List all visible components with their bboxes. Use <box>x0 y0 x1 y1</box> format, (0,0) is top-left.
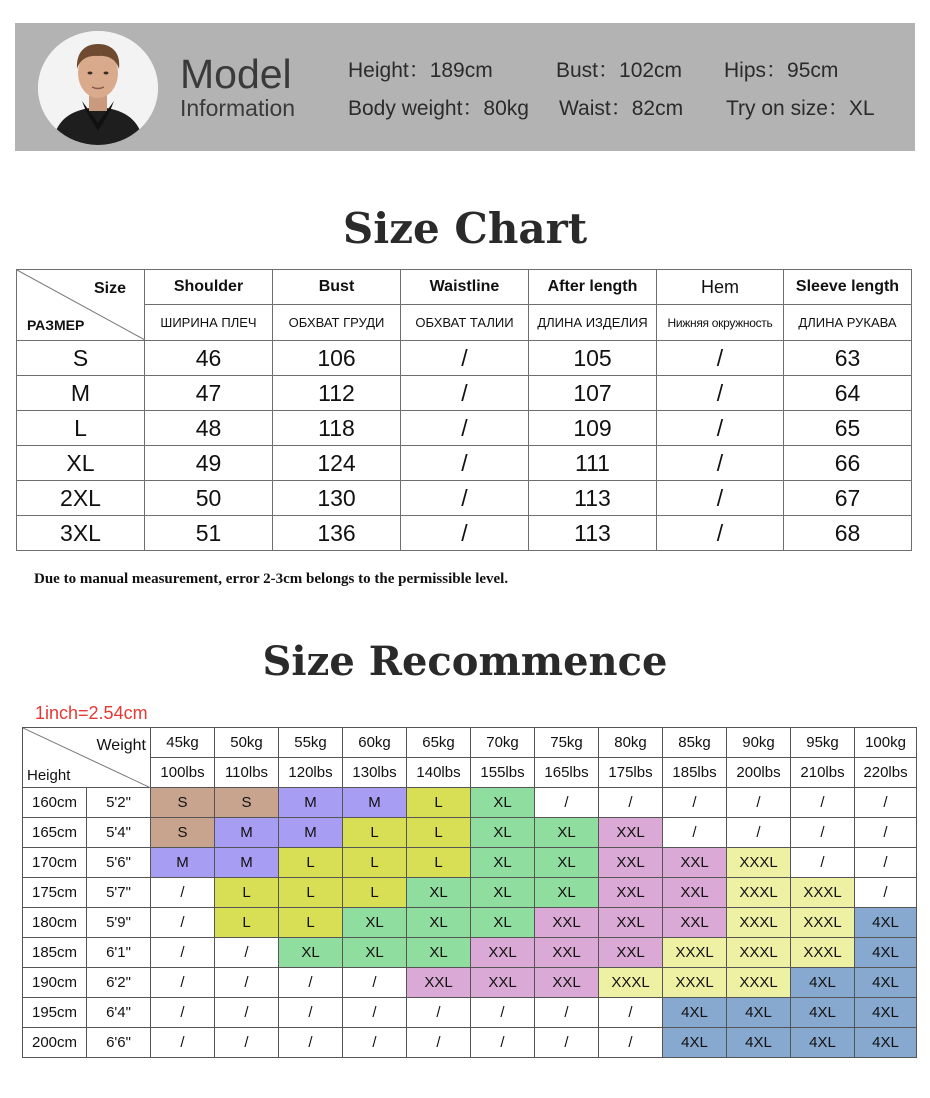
height-cm-cell: 175cm <box>23 878 87 908</box>
size-chart-subheader-row <box>17 305 912 341</box>
size-chart-row <box>17 516 912 551</box>
recommended-size-cell: / <box>535 1028 599 1058</box>
size-chart-value-cell: 50 <box>145 481 273 516</box>
size-chart-heading: Size Chart <box>342 204 588 253</box>
recommended-size-cell: M <box>215 848 279 878</box>
recommended-size-cell: / <box>407 998 471 1028</box>
size-chart-value-cell: 105 <box>529 341 657 376</box>
height-cm-cell: 195cm <box>23 998 87 1028</box>
col-bust: Bust <box>273 270 401 305</box>
recommended-size-cell: L <box>343 878 407 908</box>
height-row <box>23 848 917 878</box>
size-chart-size-cell: S <box>17 341 145 376</box>
col-sleeve-length: Sleeve length <box>784 270 912 305</box>
recommended-size-cell: / <box>151 908 215 938</box>
recommended-size-cell: M <box>215 818 279 848</box>
size-chart-value-cell: / <box>657 516 784 551</box>
height-cm-cell: 165cm <box>23 818 87 848</box>
height-cm-cell: 190cm <box>23 968 87 998</box>
recommended-size-cell: XXXL <box>727 908 791 938</box>
recommended-size-cell: S <box>151 818 215 848</box>
recommended-size-cell: / <box>599 998 663 1028</box>
recommended-size-cell: XL <box>343 908 407 938</box>
recommended-size-cell: / <box>343 968 407 998</box>
col-waistline-ru: ОБХВАТ ТАЛИИ <box>401 305 529 341</box>
height-row <box>23 878 917 908</box>
recommended-size-cell: / <box>855 878 917 908</box>
recommended-size-cell: L <box>407 818 471 848</box>
size-chart-row <box>17 411 912 446</box>
height-row <box>23 968 917 998</box>
size-chart-value-cell: / <box>401 516 529 551</box>
recommended-size-cell: L <box>279 848 343 878</box>
size-chart-size-cell: M <box>17 376 145 411</box>
recommended-size-cell: XL <box>535 878 599 908</box>
size-chart-value-cell: 65 <box>784 411 912 446</box>
size-chart-value-cell: 124 <box>273 446 401 481</box>
recommended-size-cell: XXL <box>663 848 727 878</box>
col-after-length-ru: ДЛИНА ИЗДЕЛИЯ <box>529 305 657 341</box>
weight-lbs-cell: 120lbs <box>279 758 343 788</box>
recommended-size-cell: / <box>215 938 279 968</box>
size-chart-value-cell: / <box>657 411 784 446</box>
recommended-size-cell: XL <box>407 938 471 968</box>
size-chart-size-cell: 3XL <box>17 516 145 551</box>
weight-kg-cell: 45kg <box>151 728 215 758</box>
size-chart-row <box>17 481 912 516</box>
size-chart-value-cell: / <box>401 481 529 516</box>
col-after-length: After length <box>529 270 657 305</box>
recommended-size-cell: 4XL <box>663 1028 727 1058</box>
size-chart-value-cell: 46 <box>145 341 273 376</box>
recommended-size-cell: / <box>279 1028 343 1058</box>
rec-corner-weight: Weight <box>96 737 146 754</box>
recommended-size-cell: XXL <box>535 968 599 998</box>
model-waist: Waist：82cm <box>559 97 684 120</box>
weight-kg-cell: 60kg <box>343 728 407 758</box>
weight-lbs-cell: 185lbs <box>663 758 727 788</box>
size-chart-value-cell: 109 <box>529 411 657 446</box>
size-chart-row <box>17 341 912 376</box>
weight-kg-row <box>23 728 917 758</box>
size-chart-value-cell: 66 <box>784 446 912 481</box>
size-chart-value-cell: 112 <box>273 376 401 411</box>
height-ft-cell: 5'4" <box>87 818 151 848</box>
recommended-size-cell: / <box>215 998 279 1028</box>
weight-lbs-cell: 155lbs <box>471 758 535 788</box>
size-chart-size-cell: 2XL <box>17 481 145 516</box>
size-chart-value-cell: 111 <box>529 446 657 481</box>
recommended-size-cell: XL <box>471 908 535 938</box>
recommended-size-cell: / <box>151 878 215 908</box>
recommended-size-cell: 4XL <box>855 1028 917 1058</box>
recommended-size-cell: M <box>343 788 407 818</box>
size-chart-size-cell: XL <box>17 446 145 481</box>
recommended-size-cell: / <box>471 1028 535 1058</box>
height-cm-cell: 185cm <box>23 938 87 968</box>
recommended-size-cell: XL <box>535 818 599 848</box>
recommended-size-cell: / <box>855 788 917 818</box>
size-chart-value-cell: 64 <box>784 376 912 411</box>
size-chart-value-cell: / <box>401 341 529 376</box>
size-chart-value-cell: 48 <box>145 411 273 446</box>
size-chart-value-cell: 136 <box>273 516 401 551</box>
recommended-size-cell: / <box>791 818 855 848</box>
size-chart-value-cell: / <box>401 411 529 446</box>
model-weight: Body weight：80kg <box>348 97 529 120</box>
recommended-size-cell: 4XL <box>791 1028 855 1058</box>
recommended-size-cell: XXL <box>471 968 535 998</box>
height-row <box>23 788 917 818</box>
model-portrait-icon <box>38 31 158 145</box>
col-bust-ru: ОБХВАТ ГРУДИ <box>273 305 401 341</box>
size-chart-value-cell: 51 <box>145 516 273 551</box>
size-chart-value-cell: / <box>657 376 784 411</box>
size-chart-value-cell: / <box>401 376 529 411</box>
recommended-size-cell: / <box>663 788 727 818</box>
col-hem-ru: Нижняя окружность <box>657 305 784 341</box>
weight-kg-cell: 80kg <box>599 728 663 758</box>
recommended-size-cell: / <box>535 788 599 818</box>
recommended-size-cell: / <box>727 788 791 818</box>
recommended-size-cell: L <box>407 788 471 818</box>
recommended-size-cell: XXL <box>599 818 663 848</box>
recommended-size-cell: XL <box>471 878 535 908</box>
height-cm-cell: 170cm <box>23 848 87 878</box>
recommended-size-cell: / <box>279 968 343 998</box>
weight-kg-cell: 50kg <box>215 728 279 758</box>
model-avatar <box>38 31 158 145</box>
size-chart-row <box>17 376 912 411</box>
recommended-size-cell: / <box>663 818 727 848</box>
recommended-size-cell: / <box>151 1028 215 1058</box>
height-cm-cell: 160cm <box>23 788 87 818</box>
recommended-size-cell: 4XL <box>855 968 917 998</box>
recommended-size-cell: XXXL <box>727 878 791 908</box>
rec-corner <box>23 728 151 788</box>
size-chart-table <box>16 269 912 551</box>
recommended-size-cell: / <box>599 1028 663 1058</box>
recommended-size-cell: XL <box>279 938 343 968</box>
size-chart-row <box>17 446 912 481</box>
weight-kg-cell: 100kg <box>855 728 917 758</box>
weight-lbs-cell: 200lbs <box>727 758 791 788</box>
recommended-size-cell: / <box>343 998 407 1028</box>
recommended-size-cell: XXXL <box>727 848 791 878</box>
height-ft-cell: 5'9" <box>87 908 151 938</box>
weight-lbs-cell: 210lbs <box>791 758 855 788</box>
recommended-size-cell: XXL <box>599 848 663 878</box>
recommended-size-cell: XXXL <box>727 968 791 998</box>
weight-kg-cell: 75kg <box>535 728 599 758</box>
recommended-size-cell: L <box>343 818 407 848</box>
weight-lbs-cell: 110lbs <box>215 758 279 788</box>
recommended-size-cell: XXXL <box>727 938 791 968</box>
col-sleeve-length-ru: ДЛИНА РУКАВА <box>784 305 912 341</box>
recommended-size-cell: L <box>407 848 471 878</box>
size-chart-value-cell: 68 <box>784 516 912 551</box>
height-ft-cell: 6'2" <box>87 968 151 998</box>
recommended-size-cell: XL <box>471 848 535 878</box>
weight-kg-cell: 95kg <box>791 728 855 758</box>
size-chart-value-cell: 130 <box>273 481 401 516</box>
recommended-size-cell: L <box>215 878 279 908</box>
size-chart-value-cell: 63 <box>784 341 912 376</box>
recommended-size-cell: / <box>855 848 917 878</box>
size-chart-value-cell: / <box>657 481 784 516</box>
recommended-size-cell: XL <box>471 818 535 848</box>
weight-lbs-cell: 130lbs <box>343 758 407 788</box>
model-try-on-size: Try on size：XL <box>726 97 875 120</box>
weight-lbs-cell: 175lbs <box>599 758 663 788</box>
recommended-size-cell: XL <box>343 938 407 968</box>
height-ft-cell: 5'7" <box>87 878 151 908</box>
height-row <box>23 938 917 968</box>
recommended-size-cell: M <box>279 818 343 848</box>
recommended-size-cell: XL <box>535 848 599 878</box>
recommended-size-cell: XXXL <box>791 878 855 908</box>
size-chart-value-cell: 106 <box>273 341 401 376</box>
recommended-size-cell: / <box>215 968 279 998</box>
recommended-size-cell: 4XL <box>791 968 855 998</box>
size-chart-value-cell: / <box>657 341 784 376</box>
height-ft-cell: 5'2" <box>87 788 151 818</box>
measurement-note: Due to manual measurement, error 2-3cm belongs to the permissible level. <box>34 571 509 587</box>
recommended-size-cell: 4XL <box>855 908 917 938</box>
recommended-size-cell: / <box>599 788 663 818</box>
recommended-size-cell: M <box>151 848 215 878</box>
weight-lbs-cell: 140lbs <box>407 758 471 788</box>
recommended-size-cell: / <box>343 1028 407 1058</box>
recommended-size-cell: 4XL <box>727 998 791 1028</box>
size-chart-header-row <box>17 270 912 305</box>
recommended-size-cell: L <box>215 908 279 938</box>
size-chart-value-cell: / <box>401 446 529 481</box>
recommended-size-cell: XXXL <box>663 938 727 968</box>
recommended-size-cell: XXL <box>535 938 599 968</box>
corner-size-label: Size <box>93 280 126 297</box>
recommended-size-cell: / <box>471 998 535 1028</box>
recommended-size-cell: XXXL <box>791 938 855 968</box>
recommended-size-cell: / <box>151 968 215 998</box>
model-hips: Hips：95cm <box>724 59 839 82</box>
size-chart-value-cell: 67 <box>784 481 912 516</box>
recommended-size-cell: / <box>791 788 855 818</box>
recommended-size-cell: XXL <box>599 878 663 908</box>
recommended-size-cell: / <box>791 848 855 878</box>
size-chart-corner <box>17 270 145 341</box>
recommended-size-cell: XXXL <box>663 968 727 998</box>
weight-kg-cell: 85kg <box>663 728 727 758</box>
col-hem: Hem <box>657 270 784 305</box>
model-height: Height：189cm <box>348 59 493 82</box>
recommended-size-cell: L <box>279 908 343 938</box>
inch-conversion-note: 1inch=2.54cm <box>35 703 148 723</box>
recommended-size-cell: XXXL <box>791 908 855 938</box>
recommended-size-cell: / <box>855 818 917 848</box>
corner-razmer-label: РАЗМЕР <box>27 317 85 333</box>
weight-kg-cell: 90kg <box>727 728 791 758</box>
recommended-size-cell: / <box>279 998 343 1028</box>
weight-lbs-cell: 220lbs <box>855 758 917 788</box>
weight-lbs-cell: 100lbs <box>151 758 215 788</box>
recommended-size-cell: 4XL <box>727 1028 791 1058</box>
model-title: Model <box>180 51 292 97</box>
size-chart-value-cell: 118 <box>273 411 401 446</box>
height-ft-cell: 6'1" <box>87 938 151 968</box>
size-recommend-heading: Size Recommence <box>262 638 668 685</box>
size-chart-size-cell: L <box>17 411 145 446</box>
recommended-size-cell: / <box>727 818 791 848</box>
rec-corner-height: Height <box>27 767 71 784</box>
recommended-size-cell: 4XL <box>791 998 855 1028</box>
col-waistline: Waistline <box>401 270 529 305</box>
recommended-size-cell: XXL <box>663 878 727 908</box>
recommended-size-cell: S <box>215 788 279 818</box>
recommended-size-cell: / <box>215 1028 279 1058</box>
recommended-size-cell: 4XL <box>855 938 917 968</box>
recommended-size-cell: XL <box>471 788 535 818</box>
height-row <box>23 998 917 1028</box>
height-row <box>23 1028 917 1058</box>
weight-kg-cell: 70kg <box>471 728 535 758</box>
recommended-size-cell: / <box>151 998 215 1028</box>
height-ft-cell: 6'4" <box>87 998 151 1028</box>
recommended-size-cell: XXL <box>599 908 663 938</box>
model-bust: Bust：102cm <box>556 59 683 82</box>
weight-kg-cell: 65kg <box>407 728 471 758</box>
size-chart-value-cell: 47 <box>145 376 273 411</box>
recommended-size-cell: 4XL <box>855 998 917 1028</box>
recommended-size-cell: XXL <box>599 938 663 968</box>
recommended-size-cell: XXL <box>471 938 535 968</box>
height-ft-cell: 6'6" <box>87 1028 151 1058</box>
height-cm-cell: 200cm <box>23 1028 87 1058</box>
weight-lbs-row <box>23 758 917 788</box>
height-row <box>23 818 917 848</box>
recommended-size-cell: / <box>151 938 215 968</box>
size-chart-value-cell: 113 <box>529 516 657 551</box>
height-ft-cell: 5'6" <box>87 848 151 878</box>
recommended-size-cell: S <box>151 788 215 818</box>
size-chart-value-cell: 49 <box>145 446 273 481</box>
weight-lbs-cell: 165lbs <box>535 758 599 788</box>
height-row <box>23 908 917 938</box>
size-recommend-table <box>22 727 917 1058</box>
recommended-size-cell: XL <box>407 878 471 908</box>
recommended-size-cell: XXL <box>535 908 599 938</box>
col-shoulder-ru: ШИРИНА ПЛЕЧ <box>145 305 273 341</box>
recommended-size-cell: / <box>535 998 599 1028</box>
recommended-size-cell: / <box>407 1028 471 1058</box>
recommended-size-cell: XXL <box>407 968 471 998</box>
height-cm-cell: 180cm <box>23 908 87 938</box>
col-shoulder: Shoulder <box>145 270 273 305</box>
recommended-size-cell: L <box>343 848 407 878</box>
size-chart-value-cell: 113 <box>529 481 657 516</box>
recommended-size-cell: XL <box>407 908 471 938</box>
size-chart-value-cell: 107 <box>529 376 657 411</box>
recommended-size-cell: M <box>279 788 343 818</box>
recommended-size-cell: XXL <box>663 908 727 938</box>
size-chart-value-cell: / <box>657 446 784 481</box>
recommended-size-cell: L <box>279 878 343 908</box>
recommended-size-cell: 4XL <box>663 998 727 1028</box>
model-subtitle: Information <box>180 95 296 121</box>
recommended-size-cell: XXXL <box>599 968 663 998</box>
weight-kg-cell: 55kg <box>279 728 343 758</box>
